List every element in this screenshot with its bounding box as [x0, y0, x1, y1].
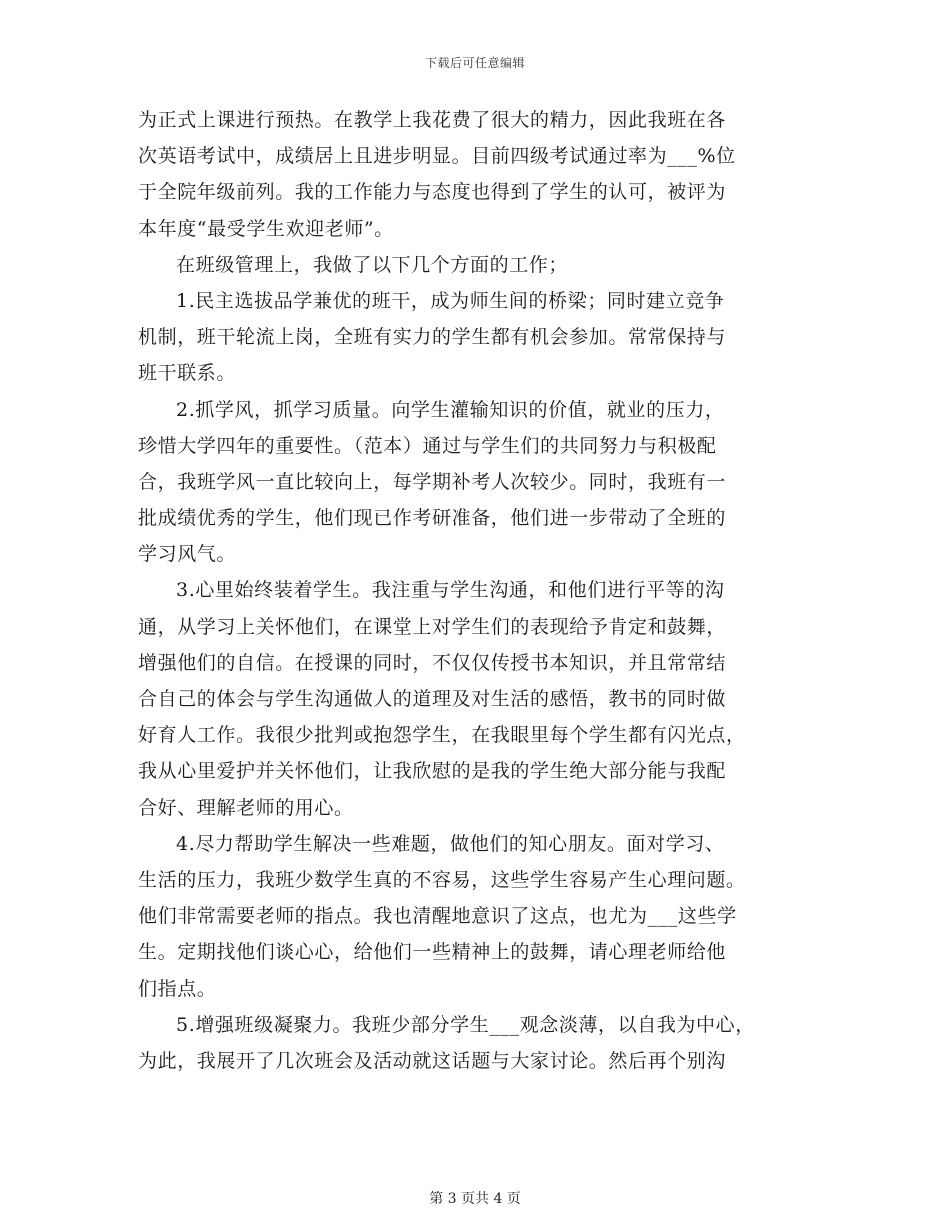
text-line: 班干联系。 [138, 362, 237, 385]
text-line: 合，我班学风一直比较向上，每学期补考人次较少。同时，我班有一 [138, 470, 727, 493]
text-line: 为此，我展开了几次班会及活动就这话题与大家讨论。然后再个别沟 [138, 1049, 727, 1072]
text-line: 生。定期找他们谈心心，给他们一些精神上的鼓舞，请心理老师给他 [138, 941, 727, 964]
paragraph-start-line: 在班级管理上，我做了以下几个方面的工作； [176, 253, 569, 276]
text-line: 为正式上课进行预热。在教学上我花费了很大的精力，因此我班在各 [138, 109, 727, 131]
text-line: 我从心里爱护并关怀他们，让我欣慰的是我的学生绝大部分能与我配 [138, 760, 727, 783]
list-item-3-line: 3.心里始终装着学生。我注重与学生沟通，和他们进行平等的沟 [176, 579, 725, 602]
text-line: 好育人工作。我很少批判或抱怨学生，在我眼里每个学生都有闪光点， [138, 724, 746, 747]
text-line: 他们非常需要老师的指点。我也清醒地意识了这点，也尤为___这些学 [138, 905, 737, 928]
list-item-5-line: 5.增强班级凝聚力。我班少部分学生___观念淡薄，以自我为中心， [176, 1013, 755, 1036]
text-line: 珍惜大学四年的重要性。（范本）通过与学生们的共同努力与积极配 [138, 434, 717, 457]
page-footer: 第 3 页共 4 页 [429, 1191, 521, 1207]
text-line: 生活的压力，我班少数学生真的不容易，这些学生容易产生心理问题。 [138, 868, 746, 891]
list-item-2-line: 2.抓学风，抓学习质量。向学生灌输知识的价值，就业的压力， [176, 398, 725, 421]
text-line: 次英语考试中，成绩居上且进步明显。目前四级考试通过率为___%位 [138, 145, 736, 168]
list-item-4-line: 4.尽力帮助学生解决一些难题，做他们的知心朋友。面对学习、 [176, 832, 725, 855]
text-line: 们指点。 [138, 977, 217, 1000]
text-line: 机制，班干轮流上岗，全班有实力的学生都有机会参加。常常保持与 [138, 326, 727, 349]
text-line: 批成绩优秀的学生，他们现已作考研准备，他们进一步带动了全班的 [138, 507, 727, 530]
page-header: 下载后可任意编辑 [424, 56, 525, 70]
text-line: 本年度“最受学生欢迎老师”。 [138, 217, 394, 240]
document-body [138, 102, 808, 1079]
text-line: 增强他们的自信。在授课的同时，不仅仅传授书本知识，并且常常结 [138, 651, 727, 674]
text-line: 学习风气。 [138, 543, 237, 566]
text-line: 通，从学习上关怀他们，在课堂上对学生们的表现给予肯定和鼓舞， [138, 615, 727, 638]
text-line: 合自己的体会与学生沟通做人的道理及对生活的感悟，教书的同时做 [138, 688, 727, 710]
text-line: 合好、理解老师的用心。 [138, 796, 354, 819]
text-line: 于全院年级前列。我的工作能力与态度也得到了学生的认可，被评为 [138, 181, 727, 204]
list-item-1-line: 1.民主选拔品学兼优的班干，成为师生间的桥梁；同时建立竞争 [176, 289, 725, 312]
